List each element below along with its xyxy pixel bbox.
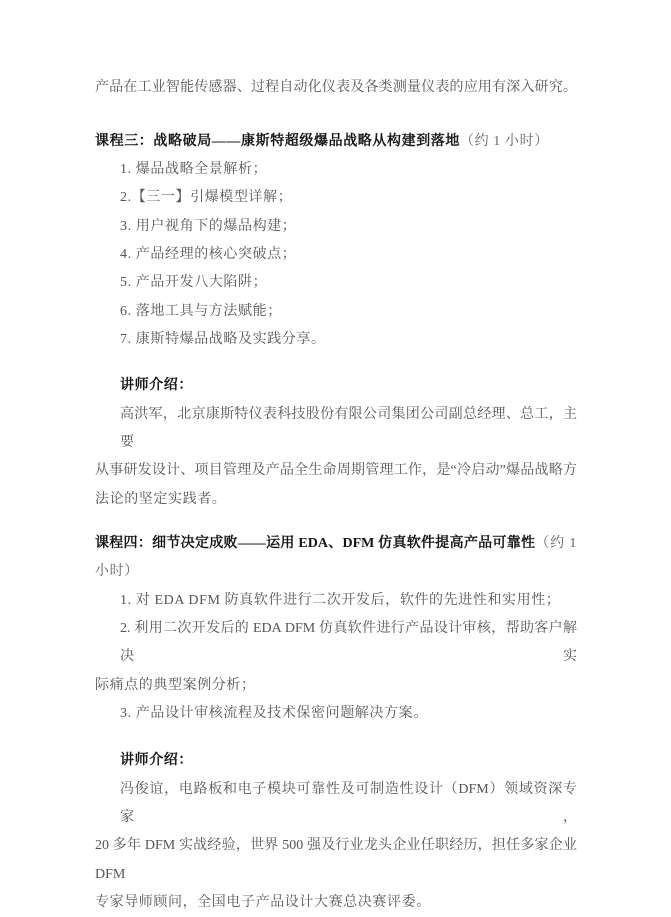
instructor-bio-2-line-1: 冯俊谊，电路板和电子模块可靠性及可制造性设计（DFM）领域资深专家，: [120, 781, 577, 826]
instructor-heading-1: 讲师介绍：: [120, 378, 193, 394]
instructor-bio-1: [95, 401, 577, 514]
course3-duration: （约 1 小时）: [460, 133, 549, 149]
course4-item-3: 3. 产品设计审核流程及技术保密问题解决方案。: [120, 706, 428, 722]
course4-duration-part1: （约 1: [535, 536, 578, 552]
course3-heading: [95, 128, 577, 156]
course4-heading-line-1: [95, 530, 577, 558]
course3-title: 课程三：战略破局——康斯特超级爆品战略从构建到落地: [95, 133, 460, 149]
course3-item-6: 6. 落地工具与方法赋能；: [120, 303, 282, 319]
course4-item-2-line-1: 2. 利用二次开发后的 EDA DFM 仿真软件进行产品设计审核，帮助客户解决实: [120, 621, 577, 665]
instructor-bio-2-line-3: 专家导师顾问，全国电子产品设计大赛总决赛评委。: [95, 895, 431, 911]
course4-item-list: [95, 587, 577, 729]
course3-item-7: 7. 康斯特爆品战略及实践分享。: [120, 332, 326, 348]
course4-title: 课程四：细节决定成败——运用 EDA、DFM 仿真软件提高产品可靠性: [95, 536, 536, 552]
course4-item-2-line-2: 际痛点的典型案例分析；: [95, 677, 256, 693]
instructor-bio-2-line-2: 20 多年 DFM 实战经验，世界 500 强及行业龙头企业任职经历，担任多家企业 DFM: [95, 838, 577, 882]
course4-duration-part2: 小时）: [95, 564, 139, 580]
instructor-bio-1-line-2: 从事研发设计、项目管理及产品全生命周期管理工作，是“冷启动”爆品战略方: [95, 463, 577, 479]
course3-item-4: 4. 产品经理的核心突破点；: [120, 247, 297, 263]
course3-item-5: 5. 产品开发八大陷阱；: [120, 275, 268, 291]
course3-item-1: 1. 爆品战略全景解析；: [120, 162, 268, 178]
instructor-bio-1-line-3: 法论的坚定实践者。: [95, 491, 227, 507]
course4-item-1: 1. 对 EDA DFM 防真软件进行二次开发后，软件的先进性和实用性；: [120, 592, 561, 608]
course3-item-3: 3. 用户视角下的爆品构建；: [120, 218, 297, 234]
instructor-heading-2: 讲师介绍：: [120, 753, 193, 769]
intro-paragraph-line: 产品在工业智能传感器、过程自动化仪表及各类测量仪表的应用有深入研究。: [95, 80, 577, 95]
instructor-bio-2: [95, 776, 577, 917]
instructor-bio-1-line-1: 高洪军，北京康斯特仪表科技股份有限公司集团公司副总经理、总工，主要: [120, 406, 577, 451]
course3-item-2: 2.【三一】引爆模型详解；: [120, 190, 293, 206]
course3-item-list: [95, 156, 577, 354]
course4-heading: [95, 530, 577, 587]
document-content: [95, 74, 577, 917]
